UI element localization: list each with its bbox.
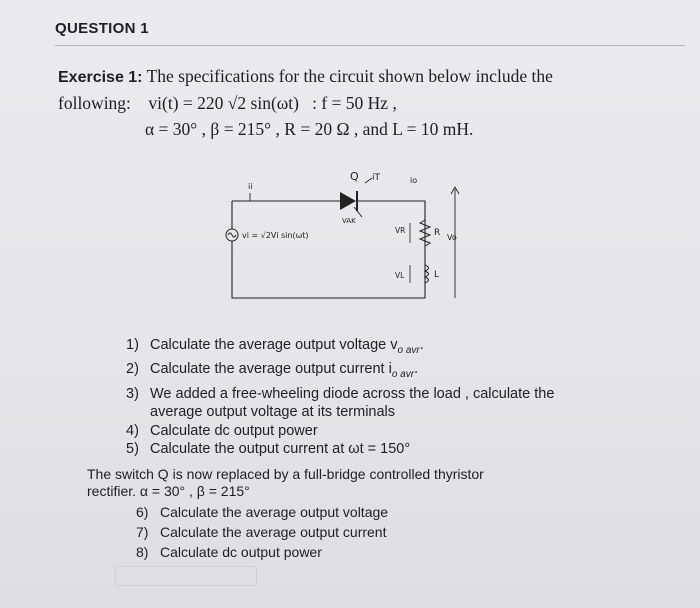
r-label: R	[434, 228, 441, 238]
vo-label: Vo	[447, 233, 457, 242]
exercise-line-1	[58, 66, 553, 87]
task-item: 2) Calculate the average output current $i_{o avr}$.	[126, 361, 419, 381]
question-title: QUESTION 1	[55, 20, 149, 37]
exercise-label: Exercise 1:	[58, 69, 143, 86]
circuit-wire	[232, 201, 425, 298]
iT-arrow	[365, 178, 372, 183]
source-label: vi = √2Vi sin(ωt)	[242, 231, 309, 240]
ii-label: ii	[248, 182, 253, 191]
vr-label: VR	[395, 226, 406, 235]
header-divider	[55, 45, 685, 46]
frequency-spec: : f = 50 Hz ,	[312, 93, 397, 113]
switch-q-label: Q	[350, 170, 359, 183]
exercise-intro: The specifications for the circuit shown below include the	[146, 66, 553, 86]
task-item: 3) We added a free-wheeling diode across the load , calculate the	[126, 385, 555, 402]
task-item-continuation: average output voltage at its terminals	[150, 404, 396, 421]
task-item: 7) Calculate the average output current	[136, 524, 387, 540]
task-item: 5) Calculate the output current at ωt = 150°	[126, 441, 411, 458]
input-voltage-equation: vi(t) = 220 √2 sin(ωt)	[148, 93, 299, 113]
vl-label: VL	[395, 271, 405, 280]
task-item: 4) Calculate dc output power	[126, 422, 318, 439]
task-list-2	[136, 502, 536, 562]
bridge-paragraph	[87, 466, 547, 500]
vak-label: VAK	[342, 217, 356, 225]
task-item: 8) Calculate dc output power	[136, 544, 322, 560]
iT-label: iT	[372, 173, 380, 183]
task-item: 6) Calculate the average output voltage	[136, 504, 389, 520]
exercise-line-2	[58, 93, 397, 114]
task-list	[122, 336, 592, 459]
following-word: following:	[58, 93, 131, 113]
bridge-line-2: rectifier. α = 30° , β = 215°	[87, 483, 250, 499]
thyristor-switch	[340, 191, 375, 217]
task-item: 1) Calculate the average output voltage $v_{o avr}$.	[126, 337, 424, 356]
l-label: L	[434, 270, 440, 280]
answer-box[interactable]	[115, 566, 257, 586]
bridge-line-1: The switch Q is now replaced by a full-bridge controlled thyristor	[87, 466, 484, 482]
circuit-diagram	[220, 165, 480, 305]
parameter-spec: α = 30° , β = 215° , R = 20 Ω , and L = 10 mH.	[145, 119, 474, 139]
io-label: io	[410, 176, 418, 185]
exercise-line-3	[145, 119, 473, 140]
